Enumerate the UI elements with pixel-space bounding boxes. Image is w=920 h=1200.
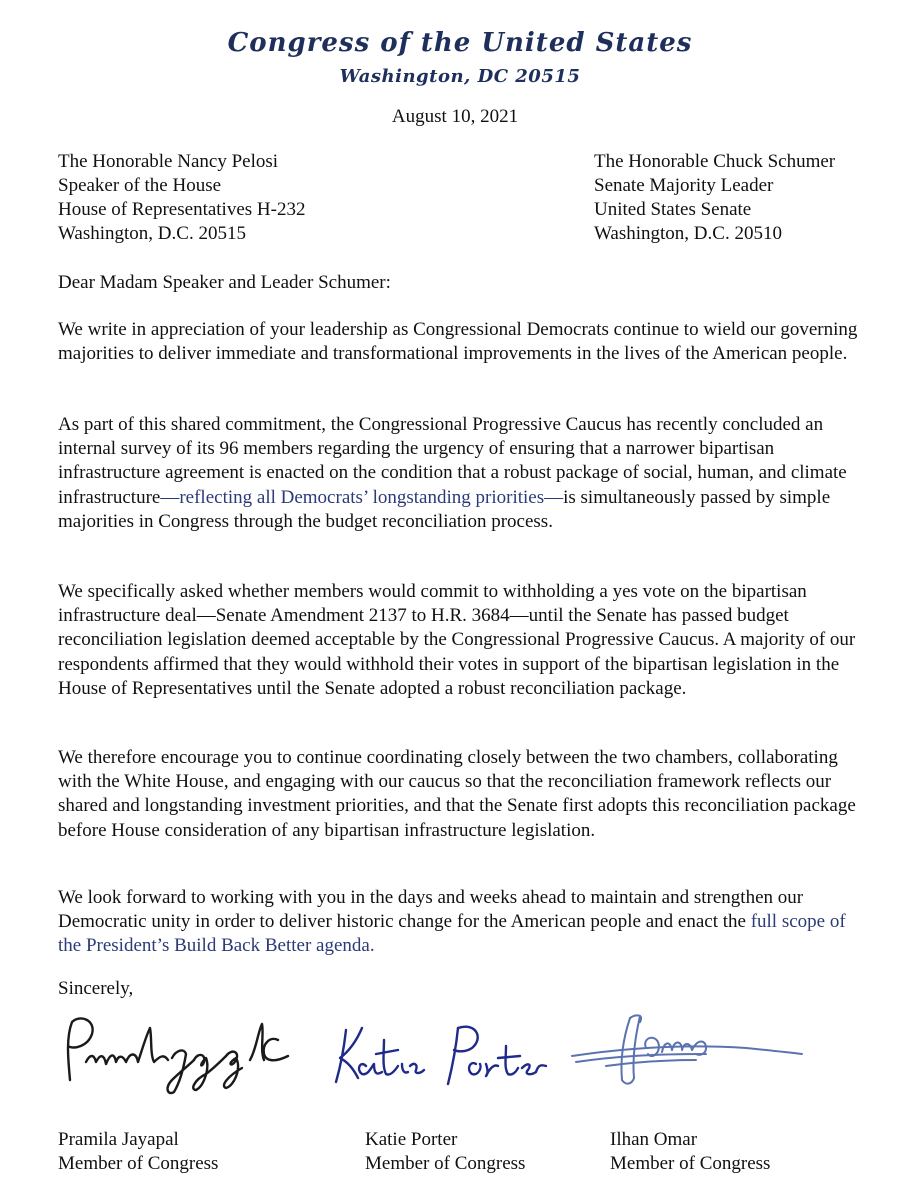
- signer-title: Member of Congress: [365, 1153, 526, 1174]
- signer-block-jayapal: [58, 1128, 218, 1176]
- recipient-city: Washington, D.C. 20515: [58, 223, 246, 244]
- paragraph-text: is simultaneously passed by simple majorities in Congress through the budget reconciliation process.: [58, 486, 831, 532]
- paragraph-appreciation: We write in appreciation of your leadership as Congressional Democrats continue to wield our governing majorities to deliver immediate and transformational improvements in the lives of the American people.: [58, 319, 858, 365]
- recipient-role: Senate Majority Leader: [594, 175, 774, 196]
- recipient-name: The Honorable Nancy Pelosi: [58, 151, 279, 172]
- signer-title: Member of Congress: [58, 1153, 219, 1174]
- recipient-address-schumer: [594, 150, 835, 246]
- signer-name: Pramila Jayapal: [58, 1129, 179, 1150]
- paragraph-closing: [58, 886, 858, 959]
- signer-block-porter: [365, 1128, 525, 1176]
- highlighted-phrase: full scope of the President’s Build Back Better agenda.: [58, 911, 846, 957]
- paragraph-text: As part of this shared commitment, the Congressional Progressive Caucus has recently concluded an internal survey of its 96 members regarding the urgency of ensuring that a narrower bipartisan infrastructure agreement is enacted on the condition that a robust package of social, human, and climate infrastructure: [58, 414, 847, 508]
- paragraph-withholding: We specifically asked whether members would commit to withholding a yes vote on the bipartisan infrastructure deal—Senate Amendment 2137 to H.R. 3684—until the Senate has passed budget reconciliation legislation deemed acceptable by the Congressional Progressive Caucus. A majority of our respondents affirmed that they would withhold their votes in support of the bipartisan legislation in the House of Representatives until the Senate adopted a robust reconciliation package.: [58, 581, 856, 699]
- recipient-name: The Honorable Chuck Schumer: [594, 151, 836, 172]
- highlighted-phrase: —reflecting all Democrats’ longstanding priorities—: [160, 486, 564, 508]
- recipient-office: House of Representatives H-232: [58, 199, 306, 220]
- recipient-address-pelosi: [58, 150, 305, 246]
- signer-title: Member of Congress: [610, 1153, 771, 1174]
- paragraph-survey: [58, 413, 858, 534]
- recipient-role: Speaker of the House: [58, 175, 222, 196]
- recipient-office: United States Senate: [594, 199, 752, 220]
- letter-date: August 10, 2021: [391, 106, 519, 127]
- paragraph-coordination: We therefore encourage you to continue coordinating closely between the two chambers, collaborating with the White House, and engaging with our caucus so that the reconciliation framework reflects our shared and longstanding investment priorities, and that the Senate first adopts this reconciliation package before House consideration of any bipartisan infrastructure legislation.: [58, 747, 856, 841]
- letterhead-subtitle: Washington, DC 20515: [339, 66, 581, 87]
- salutation: Dear Madam Speaker and Leader Schumer:: [58, 272, 391, 293]
- signer-block-omar: [610, 1128, 770, 1176]
- recipient-city: Washington, D.C. 20510: [594, 223, 782, 244]
- signer-name: Ilhan Omar: [610, 1129, 698, 1150]
- signer-name: Katie Porter: [365, 1129, 458, 1150]
- signature-jayapal: [56, 1010, 306, 1100]
- signature-omar: [566, 1008, 806, 1098]
- signature-porter: [326, 1016, 556, 1096]
- complimentary-close: Sincerely,: [58, 978, 134, 999]
- paragraph-text: We look forward to working with you in the days and weeks ahead to maintain and strengthen our Democratic unity in order to deliver historic change for the American people and enact the: [58, 887, 804, 933]
- letterhead-title: Congress of the United States: [227, 28, 693, 58]
